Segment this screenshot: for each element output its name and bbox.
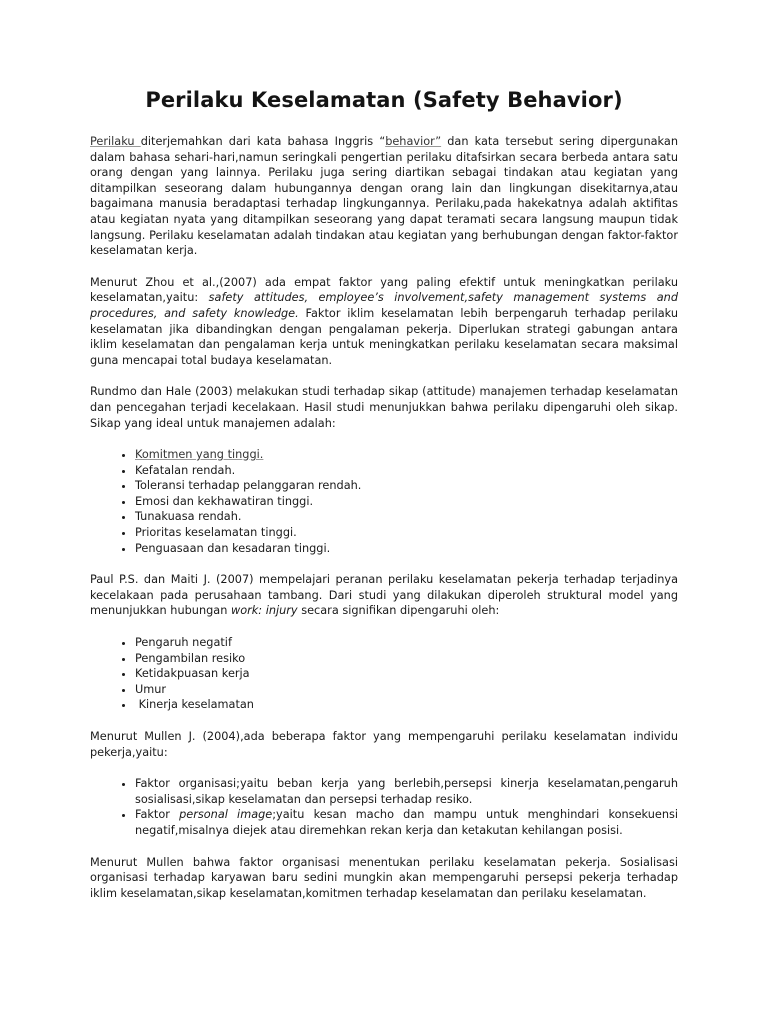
list-item: • Pengambilan resiko	[135, 651, 678, 667]
paragraph-zhou	[90, 275, 678, 369]
paragraph-text: Menurut Zhou et al.,(2007) ada empat faktor yang paling efektif untuk meningkatkan perilaku keselamatan,yaitu:	[90, 275, 678, 305]
list-mullen-factors	[90, 776, 678, 838]
list-item: • Kinerja keselamatan	[135, 697, 678, 713]
list-item: • Prioritas keselamatan tinggi.	[135, 525, 678, 541]
list-item: • Umur	[135, 682, 678, 698]
paragraph-text: dan kata tersebut sering dipergunakan dalam bahasa sehari-hari,namun seringkali pengertian perilaku ditafsirkan secara berbeda antara satu orang dengan yang lainnya. Perilaku juga sering diartikan sebagai tindakan atau kegiatan yang ditampilkan seseorang dalam hubungannya dengan orang lain dan lingkungan disekitarnya,atau bagaimana manusia beradaptasi terhadap lingkungannya. Perilaku,pada hakekatnya adalah aktifitas atau kegiatan nyata yang ditampilkan seseorang yang dapat teramati secara langsung maupun tidak langsung. Perilaku keselamatan adalah tindakan atau kegiatan yang berhubungan dengan faktor-faktor keselamatan kerja.	[90, 135, 678, 258]
paragraph-paul	[90, 572, 678, 619]
italic-text: work: injury	[230, 604, 298, 618]
list-item: • Pengaruh negatif	[135, 635, 678, 651]
paragraph-intro	[90, 134, 678, 259]
paragraph-mullen-1: Menurut Mullen J. (2004),ada beberapa faktor yang mempengaruhi perilaku keselamatan individu pekerja,yaitu:	[90, 730, 678, 759]
link-komitmen[interactable]: Komitmen yang tinggi.	[135, 448, 264, 462]
paragraph-text: secara signifikan dipengaruhi oleh:	[297, 604, 500, 618]
page-title: Perilaku Keselamatan (Safety Behavior)	[145, 88, 623, 112]
link-perilaku[interactable]: Perilaku	[90, 135, 141, 148]
list-item-text: ;yaitu kesan macho dan mampu untuk menghindari konsekuensi negatif,misalnya diejek atau diremehkan rekan kerja dan ketakutan kehilangan posisi.	[135, 808, 679, 837]
list-factors	[90, 635, 678, 713]
paragraph-mullen-2: Menurut Mullen bahwa faktor organisasi menentukan perilaku keselamatan pekerja. Sosialisasi organisasi terhadap karyawan baru sedini mungkin akan mempengaruhi persepsi pekerja terhadap iklim keselamatan,sikap keselamatan,komitmen terhadap keselamatan dan perilaku keselamatan.	[90, 855, 678, 900]
list-item: • Emosi dan kekhawatiran tinggi.	[135, 494, 678, 510]
list-item-text: Faktor	[135, 808, 180, 822]
italic-text: personal image	[179, 808, 273, 822]
link-behavior[interactable]: behavior”	[385, 135, 442, 148]
list-item	[135, 447, 678, 463]
list-item: • Tunakuasa rendah.	[135, 509, 678, 525]
paragraph-text: Paul P.S. dan Maiti J. (2007) mempelajari peranan perilaku keselamatan pekerja terhadap terjadinya kecelakaan pada perusahaan tambang. Dari studi yang dilakukan diperoleh struktural model yang menunjukkan hubungan	[90, 573, 678, 618]
italic-text: safety attitudes, employee’s involvement,safety management systems and procedures, and safety knowledge.	[90, 291, 678, 320]
list-item: • Faktor organisasi;yaitu beban kerja yang berlebih,persepsi kinerja keselamatan,pengaruh sosialisasi,sikap keselamatan dan persepsi terhadap resiko.	[135, 776, 678, 807]
list-item: • Toleransi terhadap pelanggaran rendah.	[135, 478, 678, 494]
list-item: • Kefatalan rendah.	[135, 463, 678, 479]
paragraph-text: diterjemahkan dari kata bahasa Inggris “	[140, 135, 386, 148]
list-management-attitudes	[90, 447, 678, 556]
paragraph-text: Faktor iklim keselamatan lebih berpengaruh terhadap perilaku keselamatan jika dibandingkan dengan pengalaman pekerja. Diperlukan strategi gabungan antara iklim keselamatan dan pengalaman kerja untuk meningkatkan perilaku keselamatan secara maksimal guna mencapai total budaya keselamatan.	[90, 306, 678, 367]
list-item: • Penguasaan dan kesadaran tinggi.	[135, 541, 678, 557]
list-item: • Ketidakpuasan kerja	[135, 666, 678, 682]
paragraph-rundmo: Rundmo dan Hale (2003) melakukan studi terhadap sikap (attitude) manajemen terhadap keselamatan dan pencegahan terjadi kecelakaan. Hasil studi menunjukkan bahwa perilaku dipengaruhi oleh sikap. Sikap yang ideal untuk manajemen adalah:	[90, 385, 678, 430]
list-item	[135, 807, 678, 838]
